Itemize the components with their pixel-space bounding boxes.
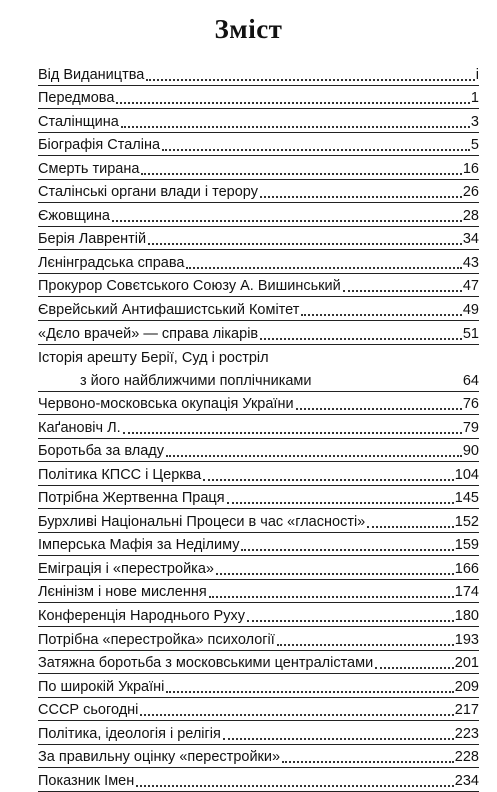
dot-leader [112,220,462,222]
toc-entry-page: 193 [454,631,479,648]
dot-leader [166,691,453,693]
toc-entry [38,250,479,274]
dot-leader [282,761,454,763]
toc-entry-title: Єврейський Антифашистський Комітет [38,302,300,319]
toc-entry [38,556,479,580]
toc-entry-page: 174 [454,584,479,601]
toc-entry-title: По широкій Україні [38,678,165,695]
dot-leader [116,102,470,104]
toc-entry-title: Сталінські органи влади і терору [38,184,258,201]
toc-entry-title: Від Видаництва [38,66,145,83]
dot-leader [223,738,454,740]
dot-leader [375,667,454,669]
toc-entry [38,392,479,416]
toc-entry-title: Смерть тирана [38,160,140,177]
toc-entry-page: 159 [454,537,479,554]
toc-entry-title-line2: з його найближчими поплічниками [80,372,312,389]
toc-entry-page: 47 [462,278,479,295]
toc-entry [38,721,479,745]
toc-entry-continuation [80,373,479,390]
toc-entry [38,345,479,392]
toc-entry-page: 104 [454,466,479,483]
dot-leader [227,502,454,504]
toc-entry [38,486,479,510]
toc-entry-title: Імперська Мафія за Неділиму [38,537,240,554]
dot-leader [148,243,462,245]
toc-entry [38,321,479,345]
toc-entry-page: 43 [462,254,479,271]
toc-entry-page: i [475,66,479,83]
toc-entry [38,768,479,792]
dot-leader [247,620,454,622]
toc-entry [38,109,479,133]
dot-leader [186,267,461,269]
dot-leader [343,290,462,292]
toc-entry [38,156,479,180]
toc-entry-page: 51 [462,325,479,342]
dot-leader [260,338,462,340]
toc-entry-page: 16 [462,160,479,177]
table-of-contents [38,62,479,792]
toc-entry-page: 166 [454,560,479,577]
toc-entry-title: Сталінщина [38,113,119,130]
toc-entry-page: 180 [454,608,479,625]
toc-entry [38,274,479,298]
toc-entry-page: 26 [462,184,479,201]
dot-leader [146,79,474,81]
dot-leader [367,526,454,528]
toc-entry-title: Конференція Народнього Руху [38,608,245,625]
dot-leader [216,573,454,575]
page-title: Зміст [214,14,283,44]
toc-entry-page: 76 [462,396,479,413]
dot-leader [166,455,462,457]
dot-leader [277,644,454,646]
dot-leader [140,714,453,716]
toc-entry-page: 5 [470,137,479,154]
toc-entry-title: Лєнінізм і нове мислення [38,584,207,601]
toc-entry-page: 209 [454,678,479,695]
toc-entry-title: Історія арешту Берії, Суд і ростріл [38,349,269,366]
toc-entry-title: СССР сьогодні [38,702,139,719]
toc-entry-page: 3 [470,113,479,130]
toc-entry-title: Потрібна «перестройка» психології [38,631,275,648]
toc-entry [38,651,479,675]
toc-entry-page: 217 [454,702,479,719]
toc-entry [38,698,479,722]
toc-entry-title: Передмова [38,90,115,107]
dot-leader [141,173,461,175]
dot-leader [136,785,454,787]
dot-leader [209,596,454,598]
toc-entry-title: Політика, ідеологія і релігія [38,725,221,742]
toc-entry-title: Боротьба за владу [38,443,164,460]
dot-leader [162,149,470,151]
toc-entry [38,133,479,157]
toc-entry-page: 34 [462,231,479,248]
toc-entry [38,627,479,651]
toc-entry-page: 64 [462,372,479,389]
toc-entry-title: Еміграція і «перестройка» [38,560,214,577]
toc-entry-page: 145 [454,490,479,507]
toc-entry [38,203,479,227]
toc-entry [38,297,479,321]
toc-entry [38,62,479,86]
toc-entry-title: Бурхливі Національні Процеси в час «гласності» [38,513,366,530]
toc-entry-page: 152 [454,513,479,530]
toc-entry-title: Берія Лаврентій [38,231,147,248]
toc-entry-title: За правильну оцінку «перестройки» [38,749,281,766]
toc-entry-title: Каґановіч Л. [38,419,121,436]
toc-entry-title: «Дєло врачей» — справа лікарів [38,325,259,342]
toc-entry-title: Біографія Сталіна [38,137,161,154]
toc-entry-page: 28 [462,207,479,224]
dot-leader [121,126,470,128]
toc-entry-title: Затяжна боротьба з московськими централістами [38,655,374,672]
dot-leader [296,408,462,410]
toc-entry [38,227,479,251]
toc-entry [38,180,479,204]
toc-entry [38,674,479,698]
dot-leader [203,479,454,481]
toc-entry [38,439,479,463]
toc-entry-page: 223 [454,725,479,742]
toc-entry [38,745,479,769]
toc-entry [38,580,479,604]
dot-leader [301,314,461,316]
toc-entry-page: 79 [462,419,479,436]
toc-entry-title: Показник Імен [38,772,135,789]
toc-entry-page: 90 [462,443,479,460]
toc-entry-title: Потрібна Жертвенна Праця [38,490,225,507]
toc-entry-page: 228 [454,749,479,766]
toc-entry [38,603,479,627]
toc-entry-title: Політика КПСС і Церква [38,466,202,483]
toc-entry [38,509,479,533]
toc-entry-title: Прокурор Совєтського Союзу А. Вишинський [38,278,341,295]
toc-entry-page: 49 [462,302,479,319]
toc-entry-page: 201 [454,655,479,672]
toc-entry-title: Червоно-московська окупація України [38,396,294,413]
toc-entry-page: 1 [470,90,479,107]
toc-entry-title: Лєнінградська справа [38,254,185,271]
toc-entry [38,462,479,486]
toc-entry-title: Єжовщина [38,207,110,224]
dot-leader [123,432,462,434]
dot-leader [241,549,453,551]
toc-entry [38,415,479,439]
toc-entry-page: 234 [454,772,479,789]
toc-entry [38,86,479,110]
toc-entry [38,533,479,557]
dot-leader [260,196,462,198]
